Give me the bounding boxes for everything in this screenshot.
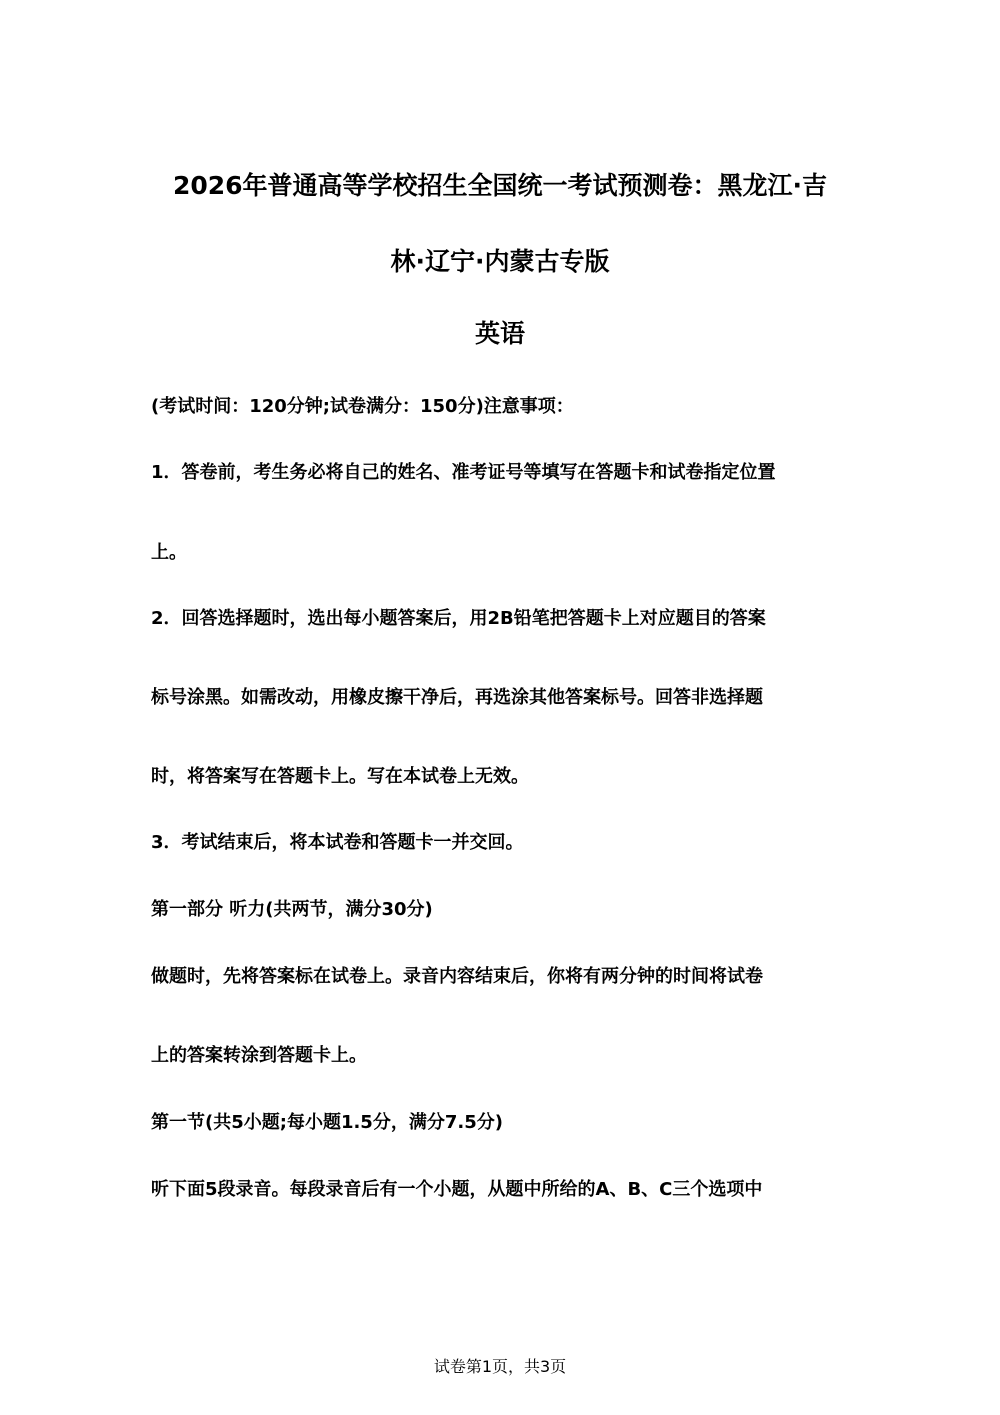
- subject-title: 英语: [474, 319, 525, 348]
- notice-1-line-1: 1．答卷前，考生务必将自己的姓名、准考证号等填写在答题卡和试卷指定位置: [151, 462, 776, 483]
- notice-2-line-2: 标号涂黑。如需改动，用橡皮擦干净后，再选涂其他答案标号。回答非选择题: [151, 687, 763, 708]
- notice-2-line-3: 时，将答案写在答题卡上。写在本试卷上无效。: [151, 766, 529, 787]
- section1-instruction-line-1: 听下面5段录音。每段录音后有一个小题，从题中所给的A、B、C三个选项中: [151, 1179, 763, 1200]
- part1-instruction-line-1: 做题时，先将答案标在试卷上。录音内容结束后，你将有两分钟的时间将试卷: [151, 966, 763, 987]
- page-footer: 试卷第1页，共3页: [433, 1357, 567, 1376]
- notice-1-line-2: 上。: [151, 542, 187, 563]
- exam-title-line-2: 林·辽宁·内蒙古专版: [390, 247, 610, 276]
- notice-3: 3．考试结束后，将本试卷和答题卡一并交回。: [151, 832, 524, 853]
- part1-heading: 第一部分 听力(共两节，满分30分): [151, 899, 433, 920]
- section1-heading: 第一节(共5小题;每小题1.5分，满分7.5分): [151, 1112, 503, 1133]
- exam-info: (考试时间：120分钟;试卷满分：150分)注意事项：: [151, 396, 574, 417]
- part1-instruction-line-2: 上的答案转涂到答题卡上。: [151, 1045, 367, 1066]
- exam-title-line-1: 2026年普通高等学校招生全国统一考试预测卷：黑龙江·吉: [172, 171, 828, 200]
- notice-2-line-1: 2．回答选择题时，选出每小题答案后，用2B铅笔把答题卡上对应题目的答案: [151, 608, 766, 629]
